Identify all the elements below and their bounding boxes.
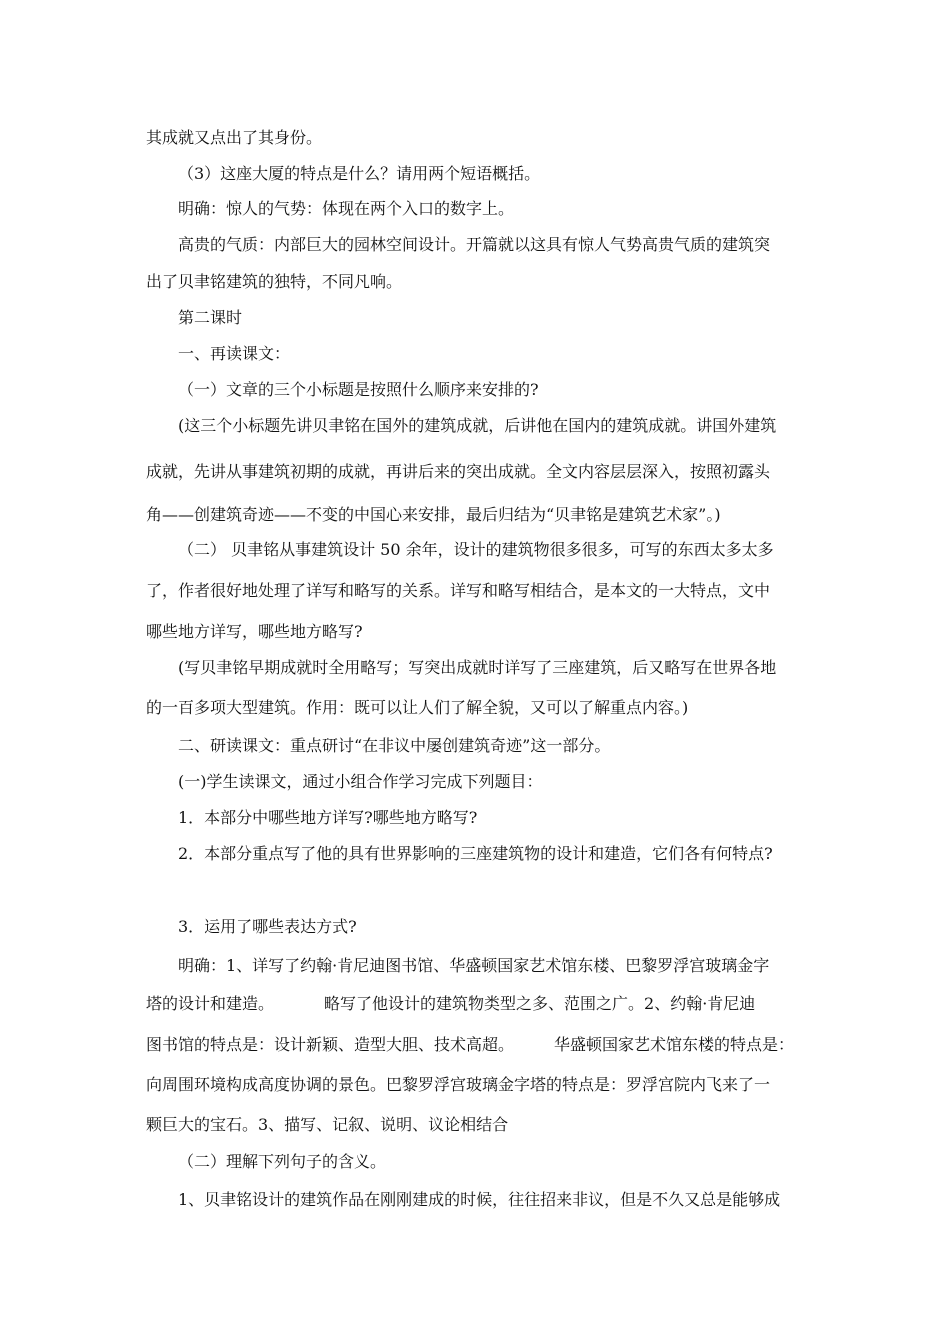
question-line: （二）理解下列句子的含义。 [178,1152,387,1171]
answer-line: 向周围环境构成高度协调的景色。巴黎罗浮宫玻璃金字塔的特点是：罗浮宫院内飞来了一 [146,1075,771,1094]
answer-line: 明确：惊人的气势：体现在两个入口的数字上。 [178,199,515,218]
question-line: （二） 贝聿铭从事建筑设计 50 余年，设计的建筑物很多很多，可写的东西太多太多 [178,540,774,559]
section-heading: 一、再读课文： [178,344,291,363]
answer-line: 颗巨大的宝石。3、描写、记叙、说明、议论相结合 [146,1115,509,1134]
answer-text: 略写了他设计的建筑物类型之多、范围之广。2、约翰·肯尼迪 [324,994,756,1013]
answer-line: 成就，先讲从事建筑初期的成就，再讲后来的突出成就。全文内容层层深入，按照初露头 [146,462,771,481]
answer-line: 角——创建筑奇迹——不变的中国心来安排，最后归结为“贝聿铭是建筑艺术家”。) [146,505,721,524]
answer-text: 华盛顿国家艺术馆东楼的特点是： [554,1035,795,1054]
answer-text: 塔的设计和建造。 [146,994,275,1013]
section-heading: 二、研读课文：重点研讨“在非议中屡创建筑奇迹”这一部分。 [178,736,611,755]
question-line: 了，作者很好地处理了详写和略写的关系。详写和略写相结合，是本文的一大特点，文中 [146,581,771,600]
list-item: 1．本部分中哪些地方详写?哪些地方略写? [178,808,478,827]
answer-line: (写贝聿铭早期成就时全用略写；写突出成就时详写了三座建筑，后又略写在世界各地 [178,658,777,677]
question-line: 哪些地方详写，哪些地方略写? [146,622,363,641]
paragraph-line: 出了贝聿铭建筑的独特，不同凡响。 [146,272,403,291]
question-line: （一）文章的三个小标题是按照什么顺序来安排的? [178,380,539,399]
answer-line: 明确：1、详写了约翰·肯尼迪图书馆、华盛顿国家艺术馆东楼、巴黎罗浮宫玻璃金字 [178,956,770,975]
answer-text: 图书馆的特点是：设计新颖、造型大胆、技术高超。 [146,1035,515,1054]
list-item: 2．本部分重点写了他的具有世界影响的三座建筑物的设计和建造，它们各有何特点? [178,844,773,863]
section-heading: 第二课时 [178,308,243,327]
list-item: 3．运用了哪些表达方式? [178,917,357,936]
answer-line: 的一百多项大型建筑。作用：既可以让人们了解全貌，又可以了解重点内容。) [146,698,689,717]
paragraph-line: 高贵的气质：内部巨大的园林空间设计。开篇就以这具有惊人气势高贵气质的建筑突 [178,235,771,254]
task-line: (一)学生读课文，通过小组合作学习完成下列题目： [178,772,543,791]
answer-line: (这三个小标题先讲贝聿铭在国外的建筑成就，后讲他在国内的建筑成就。讲国外建筑 [178,416,777,435]
paragraph-line: 1、贝聿铭设计的建筑作品在刚刚建成的时候，往往招来非议，但是不久又总是能够成 [178,1190,781,1209]
answer-line [146,1035,810,1055]
question-line: （3）这座大厦的特点是什么？请用两个短语概括。 [178,164,541,183]
paragraph-line: 其成就又点出了其身份。 [146,128,323,147]
answer-line [146,994,810,1014]
